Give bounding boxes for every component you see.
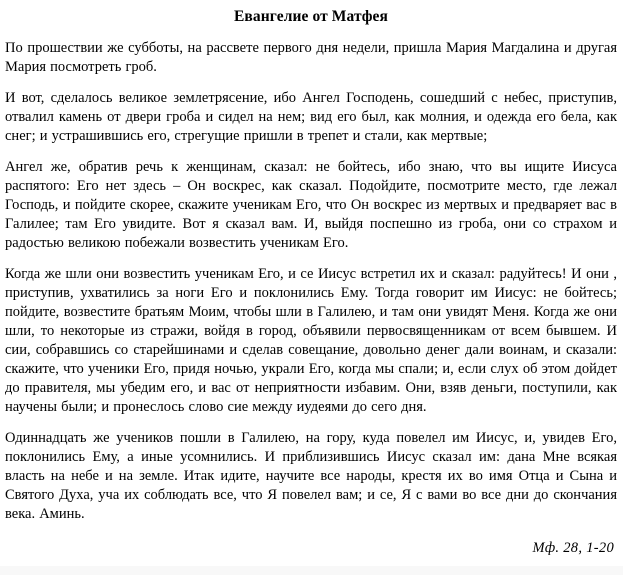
paragraph-4: Когда же шли они возвестить ученикам Его, и се Иисус встретил их и сказал: радуйтесь! И они , приступив, ухватились за ноги Его и поклонились Ему. Тогда говорит им Иисус: не бойтесь; пойдите, возвестите братьям Моим, чтобы шли в Галилею, и там они увидят Меня. Когда же они шли, то некоторые из стражи, войдя в город, объявили первосвященникам от всем бывшем. И сии, собравшись со старейшинами и сделав совещание, довольно денег дали воинам, и сказали: скажите, что ученики Его, придя ночью, украли Его, когда мы спали; и, если слух об этом дойдет до правителя, мы убедим его, и вас от неприятности избавим. Они, взяв деньги, поступили, как научены были; и пронеслось слово сие между иудеями до сего дня. bbox=[5, 266, 617, 415]
scripture-reference: Мф. 28, 1-20 bbox=[532, 540, 614, 556]
paragraph-2: И вот, сделалось великое землетрясение, ибо Ангел Господень, сошедший с небес, приступив, отвалил камень от двери гроба и сидел на нем; вид его был, как молния, и одежда его бела, как снег; и устрашившись его, стрегущие пришли в трепет и стали, как мертвые; bbox=[5, 90, 617, 144]
window-bottom-edge bbox=[0, 566, 623, 575]
paragraph-3: Ангел же, обратив речь к женщинам, сказал: не бойтесь, ибо знаю, что вы ищите Иисуса распятого: Его нет здесь – Он воскрес, как сказал. Подойдите, посмотрите место, где лежал Господь, и пойдите скорее, скажите ученикам Его, что Он воскрес из мертвых и предваряет вас в Галилее; там Его увидите. Вот я сказал вам. И, выйдя поспешно из гроба, они со страхом и радостью великою побежали возвестить ученикам Его. bbox=[5, 159, 617, 251]
document-title: Евангелие от Матфея bbox=[233, 8, 388, 25]
paragraph-5: Одиннадцать же учеников пошли в Галилею, на гору, куда повелел им Иисус, и, увидев Его, поклонились Ему, а иные усомнились. И приблизившись Иисус сказал им: дана Мне всякая власть на небе и на земле. Итак идите, научите все народы, крестя их во имя Отца и Сына и Святого Духа, уча их соблюдать все, что Я повелел вам; и се, Я с вами во все дни до скончания века. Аминь. bbox=[5, 430, 617, 522]
paragraph-1: По прошествии же субботы, на рассвете первого дня недели, пришла Мария Магдалина и другая Мария посмотреть гроб. bbox=[5, 40, 617, 75]
